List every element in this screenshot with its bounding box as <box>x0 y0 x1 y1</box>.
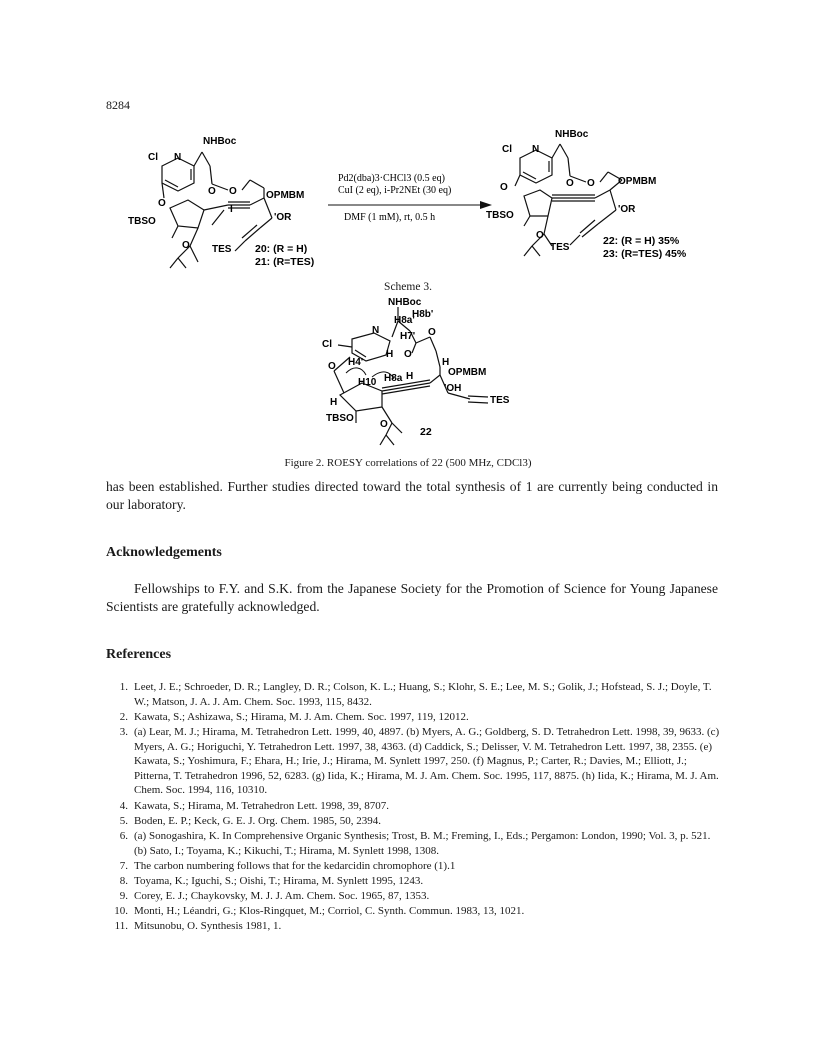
figure-tbso-label: TBSO <box>326 413 354 424</box>
reference-number: 4. <box>119 799 128 812</box>
left-cl-label: Cl <box>148 152 158 163</box>
reference-item <box>110 680 720 709</box>
right-cyclopentene-ring <box>524 190 552 216</box>
figure-h8a-prime-label: H8a' <box>394 315 415 326</box>
reference-text: Kawata, S.; Ashizawa, S.; Hirama, M. J. Am. Chem. Soc. 1997, 119, 12012. <box>134 710 469 723</box>
right-acetonide-o-label: O <box>536 230 544 241</box>
reference-item <box>110 710 720 725</box>
reference-number: 10. <box>114 905 128 918</box>
acknowledgements-heading: Acknowledgements <box>106 545 222 560</box>
left-nhboc-label: NHBoc <box>203 136 237 147</box>
reference-text: Boden, E. P.; Keck, G. E. J. Org. Chem. 1985, 50, 2394. <box>134 814 381 827</box>
compound-20-label: 20: (R = H) <box>255 243 308 255</box>
reference-text: Toyama, K.; Iguchi, S.; Oishi, T.; Hirama, M. Synlett 1995, 1243. <box>134 874 424 887</box>
figure-cl-label: Cl <box>322 339 332 350</box>
reference-number: 5. <box>119 814 128 827</box>
reference-number: 7. <box>119 859 128 872</box>
reference-text: Corey, E. J.; Chaykovsky, M. J. J. Am. Chem. Soc. 1965, 87, 1353. <box>134 890 430 903</box>
reference-number: 2. <box>119 710 128 723</box>
right-cl-label: Cl <box>502 144 512 155</box>
right-carbonyl-o-label: O <box>566 178 574 189</box>
reference-number: 11. <box>114 920 128 933</box>
figure-caption: Figure 2. ROESY correlations of 22 (500 MHz, CDCl3) <box>284 457 532 469</box>
figure-h-ring-label: H <box>330 397 338 408</box>
left-iodine-label: I <box>230 204 233 215</box>
condition-solvent: DMF (1 mM), rt, 0.5 h <box>344 212 436 223</box>
left-cyclopentene-ring <box>170 200 204 228</box>
right-nhboc-label: NHBoc <box>555 129 589 140</box>
reaction-scheme <box>100 128 720 278</box>
condition-reagents: CuI (2 eq), i-Pr2NEt (30 eq) <box>338 185 452 196</box>
reference-number: 8. <box>119 874 128 887</box>
right-tbso-label: TBSO <box>486 210 514 221</box>
reference-number: 1. <box>119 681 128 693</box>
figure-oh-label: 'OH <box>444 383 462 394</box>
reaction-scheme-drawing <box>100 128 720 278</box>
left-opmbm-label: OPMBM <box>266 190 305 201</box>
roesy-structure-drawing <box>300 295 530 455</box>
left-tbso-label: TBSO <box>128 216 156 227</box>
reaction-arrowhead <box>480 201 492 209</box>
figure-h8b-prime-label: H8b' <box>412 309 434 320</box>
right-o-label: O <box>500 182 508 193</box>
scheme-caption: Scheme 3. <box>384 281 432 293</box>
figure-h-pyridine-label: H <box>386 349 394 360</box>
figure-tes-label: TES <box>490 395 510 406</box>
left-o-label: O <box>158 198 166 209</box>
references-heading: References <box>106 647 172 662</box>
left-tes-label: TES <box>212 244 232 255</box>
figure-h-alkyne-label: H <box>406 371 414 382</box>
figure-h-chain-label: H <box>442 357 450 368</box>
reference-item <box>110 904 720 919</box>
reference-text: Mitsunobu, O. Synthesis 1981, 1. <box>134 920 282 933</box>
figure-acetonide-o-label: O <box>380 419 388 430</box>
reference-text: Monti, H.; Léandri, G.; Klos-Ringquet, M.; Corriol, C. Synth. Commun. 1983, 13, 1021. <box>134 905 525 918</box>
right-ester-o-label: O <box>587 178 595 189</box>
left-or-label: 'OR <box>274 212 292 223</box>
reference-number: 6. <box>119 829 128 842</box>
body-paragraph: has been established. Further studies directed toward the total synthesis of 1 are currently being conducted in our laboratory. <box>106 479 718 512</box>
reference-item <box>110 874 720 889</box>
right-or-label: 'OR <box>618 204 636 215</box>
compound-21-label: 21: (R=TES) <box>255 256 315 268</box>
page-number: 8284 <box>106 98 130 112</box>
reference-item <box>110 859 720 874</box>
reference-text: (a) Sonogashira, K. In Comprehensive Organic Synthesis; Trost, B. M.; Freming, I., Eds.; Pergamon: London, 1990; Vol. 3, p. 521. (b) Sato, I.; Toyama, K.; Kikuchi, T.; Hirama, M. Synlett 1998, 1308. <box>134 829 711 857</box>
roesy-arrow-h4-h10 <box>346 368 366 375</box>
condition-catalyst: Pd2(dba)3·CHCl3 (0.5 eq) <box>338 173 445 184</box>
reference-text: (a) Lear, M. J.; Hirama, M. Tetrahedron Lett. 1999, 40, 4897. (b) Myers, A. G.; Goldberg, S. D. Tetrahedron Lett. 1998, 39, 9633. (c) Myers, A. G.; Horiguchi, Y. Tetrahedron Lett. 1997, 38, 4363. (d) Caddick, S.; Delisser, V. M. Tetrahedron Lett. 1997, 38, 2355. (e) Kawata, S.; Yoshimura, F.; Ehara, H.; Irie, J.; Hirama, M. Synlett 1997, 250. (f) Magnus, P.; Carter, R.; Davies, M.; Elliott, J.; Pitterna, T. Tetrahedron 1996, 52, 6283. (g) Iida, K.; Hirama, M. J. Am. Chem. Soc. 1995, 117, 8875. (h) Iida, K.; Hirama, M. J. Am. Chem. Soc. 1994, 116, 10310. <box>134 725 720 797</box>
figure-aryl-o-label: O <box>328 361 336 372</box>
figure-h8a-label: H8a <box>384 373 403 384</box>
reference-item <box>110 814 720 829</box>
roesy-figure <box>300 295 530 455</box>
reference-text: The carbon numbering follows that for the kedarcidin chromophore (1).1 <box>134 859 456 872</box>
figure-carbonyl-o-label: O <box>404 349 412 360</box>
right-tes-label: TES <box>550 242 570 253</box>
left-carbonyl-o-label: O <box>208 186 216 197</box>
figure-opmbm-label: OPMBM <box>448 367 487 378</box>
reference-text: Leet, J. E.; Schroeder, D. R.; Langley, D. R.; Colson, K. L.; Huang, S.; Klohr, S. E.; Lee, M. S.; Golik, J.; Hofstead, S. J.; Doyle, T. W.; Matson, J. A. J. Am. Chem. Soc. 1993, 115, 8432. <box>134 681 712 708</box>
compound-22-label: 22: (R = H) 35% <box>603 235 680 247</box>
reference-item <box>110 889 720 904</box>
figure-h7-prime-label: H7' <box>400 331 416 342</box>
right-opmbm-label: OPMBM <box>618 176 657 187</box>
compound-23-label: 23: (R=TES) 45% <box>603 248 687 260</box>
reference-item <box>110 799 720 814</box>
figure-ester-o-label: O <box>428 327 436 338</box>
reference-item <box>110 725 720 798</box>
figure-n-label: N <box>372 325 380 336</box>
figure-h10-label: H10 <box>358 377 377 388</box>
acknowledgements-text: Fellowships to F.Y. and S.K. from the Japanese Society for the Promotion of Science for Young Japanese Scientists are gratefully acknowledged. <box>106 581 718 614</box>
reference-number: 9. <box>119 890 128 903</box>
reference-list <box>110 680 720 935</box>
figure-compound-22-label: 22 <box>420 426 432 438</box>
left-acetonide-o-label: O <box>182 240 190 251</box>
right-n-label: N <box>532 144 540 155</box>
left-ester-o-label: O <box>229 186 237 197</box>
reference-text: Kawata, S.; Hirama, M. Tetrahedron Lett. 1998, 39, 8707. <box>134 799 390 812</box>
figure-h4-prime-label: H4' <box>348 357 364 368</box>
reference-item <box>110 829 720 858</box>
reference-item <box>110 919 720 934</box>
left-n-label: N <box>174 152 182 163</box>
figure-nhboc-label: NHBoc <box>388 297 422 308</box>
reference-number: 3. <box>119 725 128 738</box>
